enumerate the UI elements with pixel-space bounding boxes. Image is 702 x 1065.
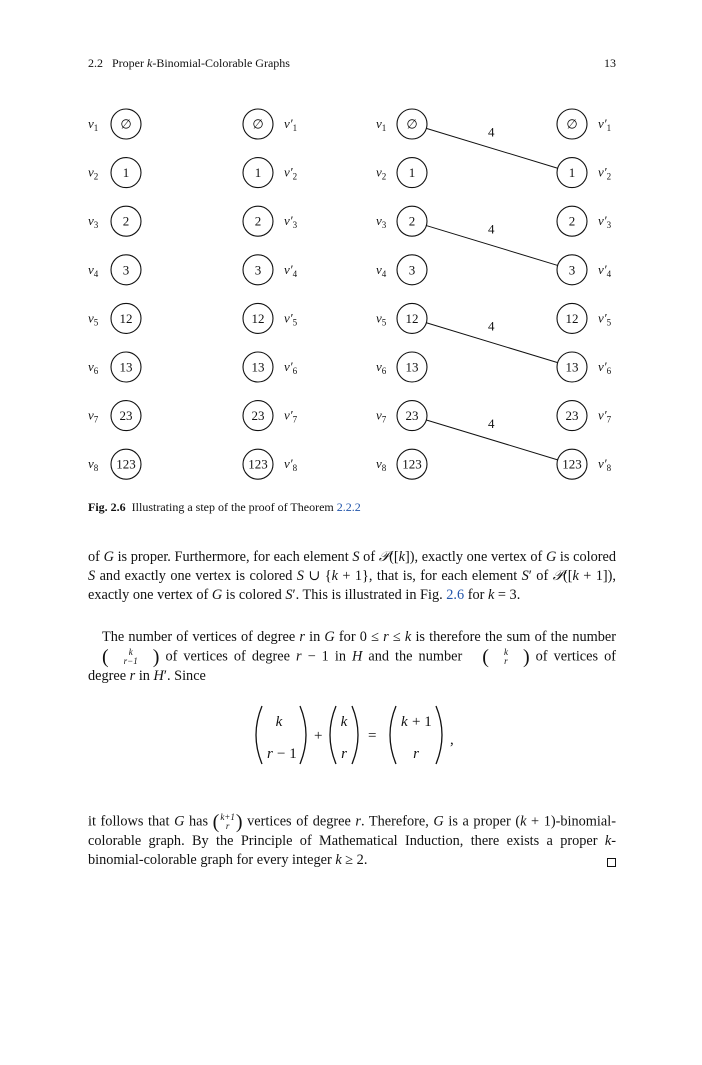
svg-text:r: r — [267, 746, 273, 762]
vertex-label-right: $v'_2$ — [284, 164, 298, 182]
svg-text:− 1: − 1 — [277, 746, 297, 762]
vertex-label-left: $v_5$ — [376, 310, 387, 328]
vertex-label-left: $v_1$ — [88, 116, 99, 133]
svg-text:r: r — [341, 746, 347, 762]
vertex-label-left: $v_4$ — [376, 261, 387, 279]
vertex-label-right: $v'_8$ — [598, 456, 612, 474]
vertex-label-left: $v_1$ — [376, 116, 387, 133]
vertex-color-label: 12 — [565, 310, 579, 326]
svg-text:k: k — [275, 714, 283, 730]
vertex-color-label: 13 — [251, 359, 265, 375]
theorem-ref-link[interactable]: 2.2.2 — [336, 500, 361, 514]
vertex-color-label: 13 — [405, 359, 419, 375]
svg-text:k: k — [401, 714, 408, 730]
vertex-color-label: 1 — [254, 165, 262, 181]
vertex-color-label: 1 — [568, 165, 576, 181]
vertex-color-label: 23 — [405, 408, 419, 424]
vertex-color-label: 13 — [565, 359, 579, 375]
vertex-label-right: $v'_5$ — [598, 310, 612, 328]
vertex-label-right: $v'_1$ — [284, 116, 298, 133]
vertex-color-label: 3 — [122, 262, 130, 278]
vertex-label-left: $v_7$ — [376, 407, 387, 425]
vertex-label-right: $v'_3$ — [284, 213, 298, 231]
vertex-label-right: $v'_4$ — [284, 261, 298, 279]
vertex-color-label: 23 — [119, 408, 133, 424]
vertex-color-label: 23 — [565, 408, 579, 424]
vertex-color-label: 3 — [568, 262, 576, 278]
svg-text:+: + — [314, 728, 323, 744]
vertex-color-label: 123 — [116, 456, 136, 472]
svg-text:,: , — [450, 732, 454, 748]
edge-weight-label: 4 — [488, 221, 495, 237]
vertex-color-label: 123 — [248, 456, 268, 472]
vertex-label-right: $v'_1$ — [598, 116, 612, 133]
paragraph-1: of G is proper. Furthermore, for each element S of 𝒫([k]), exactly one vertex of G is colored S and exactly one vertex is colored S ∪ {k + 1}, that is, for each element S′ of 𝒫([k + 1]), exactly one vertex of G is colored S′. This is illustrated in Fig. 2.6 for k = 3. — [88, 549, 616, 603]
vertex-color-label: 2 — [408, 213, 416, 229]
paragraph-3: it follows that G has ( k+1 r ) vertices of degree r. Therefore, G is a proper (k + 1)-binomial-colorable graph. By the Principle of Mathematical Induction, there exists a proper k-binomial-colorable graph for every integer k ≥ 2. — [88, 811, 616, 868]
vertex-color-label: 1 — [122, 165, 130, 181]
vertex-color-label: 123 — [402, 456, 422, 472]
vertex-color-label: 12 — [251, 310, 265, 326]
section-number: 2.2 — [88, 56, 103, 70]
vertex-label-left: $v_8$ — [376, 456, 387, 474]
vertex-label-left: $v_8$ — [88, 456, 99, 474]
vertex-color-label: 123 — [562, 456, 582, 472]
vertex-color-label: 2 — [254, 213, 262, 229]
vertex-label-left: $v_2$ — [376, 164, 387, 182]
vertex-label-right: $v'_7$ — [598, 407, 612, 425]
vertex-label-right: $v'_6$ — [284, 359, 298, 376]
vertex-color-label: ∅ — [252, 116, 264, 132]
vertex-label-right: $v'_2$ — [598, 164, 612, 182]
vertex-color-label: 23 — [251, 408, 265, 424]
vertex-color-label: 3 — [408, 262, 416, 278]
vertex-label-right: $v'_5$ — [284, 310, 298, 328]
vertex-color-label: 3 — [254, 262, 262, 278]
vertex-label-left: $v_6$ — [88, 359, 99, 376]
binom-k-plus-1-r: ( k+1 r ) — [212, 811, 243, 833]
vertex-label-left: $v_7$ — [88, 407, 99, 425]
vertex-label-right: $v'_4$ — [598, 261, 612, 279]
page-number: 13 — [604, 56, 616, 70]
binom-k-r: ( k r ) — [482, 646, 530, 668]
paragraph-2: The number of vertices of degree r in G for 0 ≤ r ≤ k is therefore the sum of the number ( k r−1 ) of vertices of degree r − 1 in H and the number ( k r ) of vertices of degree r in H′. Since — [88, 629, 617, 684]
vertex-label-left: $v_2$ — [88, 164, 99, 182]
edge-weight-label: 4 — [488, 415, 495, 431]
vertex-label-right: $v'_7$ — [284, 407, 298, 425]
vertex-label-right: $v'_3$ — [598, 213, 612, 231]
svg-text:k: k — [340, 714, 348, 730]
binom-k-r-minus-1: ( k r−1 ) — [102, 646, 160, 668]
svg-text:r: r — [413, 746, 419, 762]
vertex-label-left: $v_5$ — [88, 310, 99, 328]
vertex-color-label: ∅ — [120, 116, 132, 132]
edge-weight-label: 4 — [488, 318, 495, 334]
vertex-color-label: 12 — [119, 310, 133, 326]
vertex-color-label: 12 — [405, 310, 419, 326]
figure-ref-link[interactable]: 2.6 — [446, 587, 465, 603]
section-title: Proper k-Binomial-Colorable Graphs — [112, 56, 290, 70]
vertex-label-left: $v_3$ — [376, 213, 387, 231]
vertex-color-label: 1 — [408, 165, 416, 181]
qed-square-icon — [607, 858, 616, 867]
figure-caption — [88, 500, 361, 515]
vertex-label-left: $v_4$ — [88, 261, 99, 279]
svg-text:=: = — [368, 728, 377, 744]
caption-label: Fig. 2.6 — [88, 500, 126, 514]
vertex-color-label: 2 — [568, 213, 576, 229]
vertex-label-right: $v'_6$ — [598, 359, 612, 376]
caption-text: Illustrating a step of the proof of Theorem — [131, 500, 337, 514]
edge-weight-label: 4 — [488, 124, 495, 140]
vertex-color-label: 2 — [122, 213, 130, 229]
pascal-identity-equation — [0, 700, 702, 770]
vertex-label-left: $v_6$ — [376, 359, 387, 376]
vertex-color-label: ∅ — [566, 116, 578, 132]
svg-text:+ 1: + 1 — [412, 714, 432, 730]
vertex-label-left: $v_3$ — [88, 213, 99, 231]
vertex-color-label: 13 — [119, 359, 133, 375]
vertex-label-right: $v'_8$ — [284, 456, 298, 474]
vertex-color-label: ∅ — [406, 116, 418, 132]
graph-figure — [0, 0, 702, 500]
